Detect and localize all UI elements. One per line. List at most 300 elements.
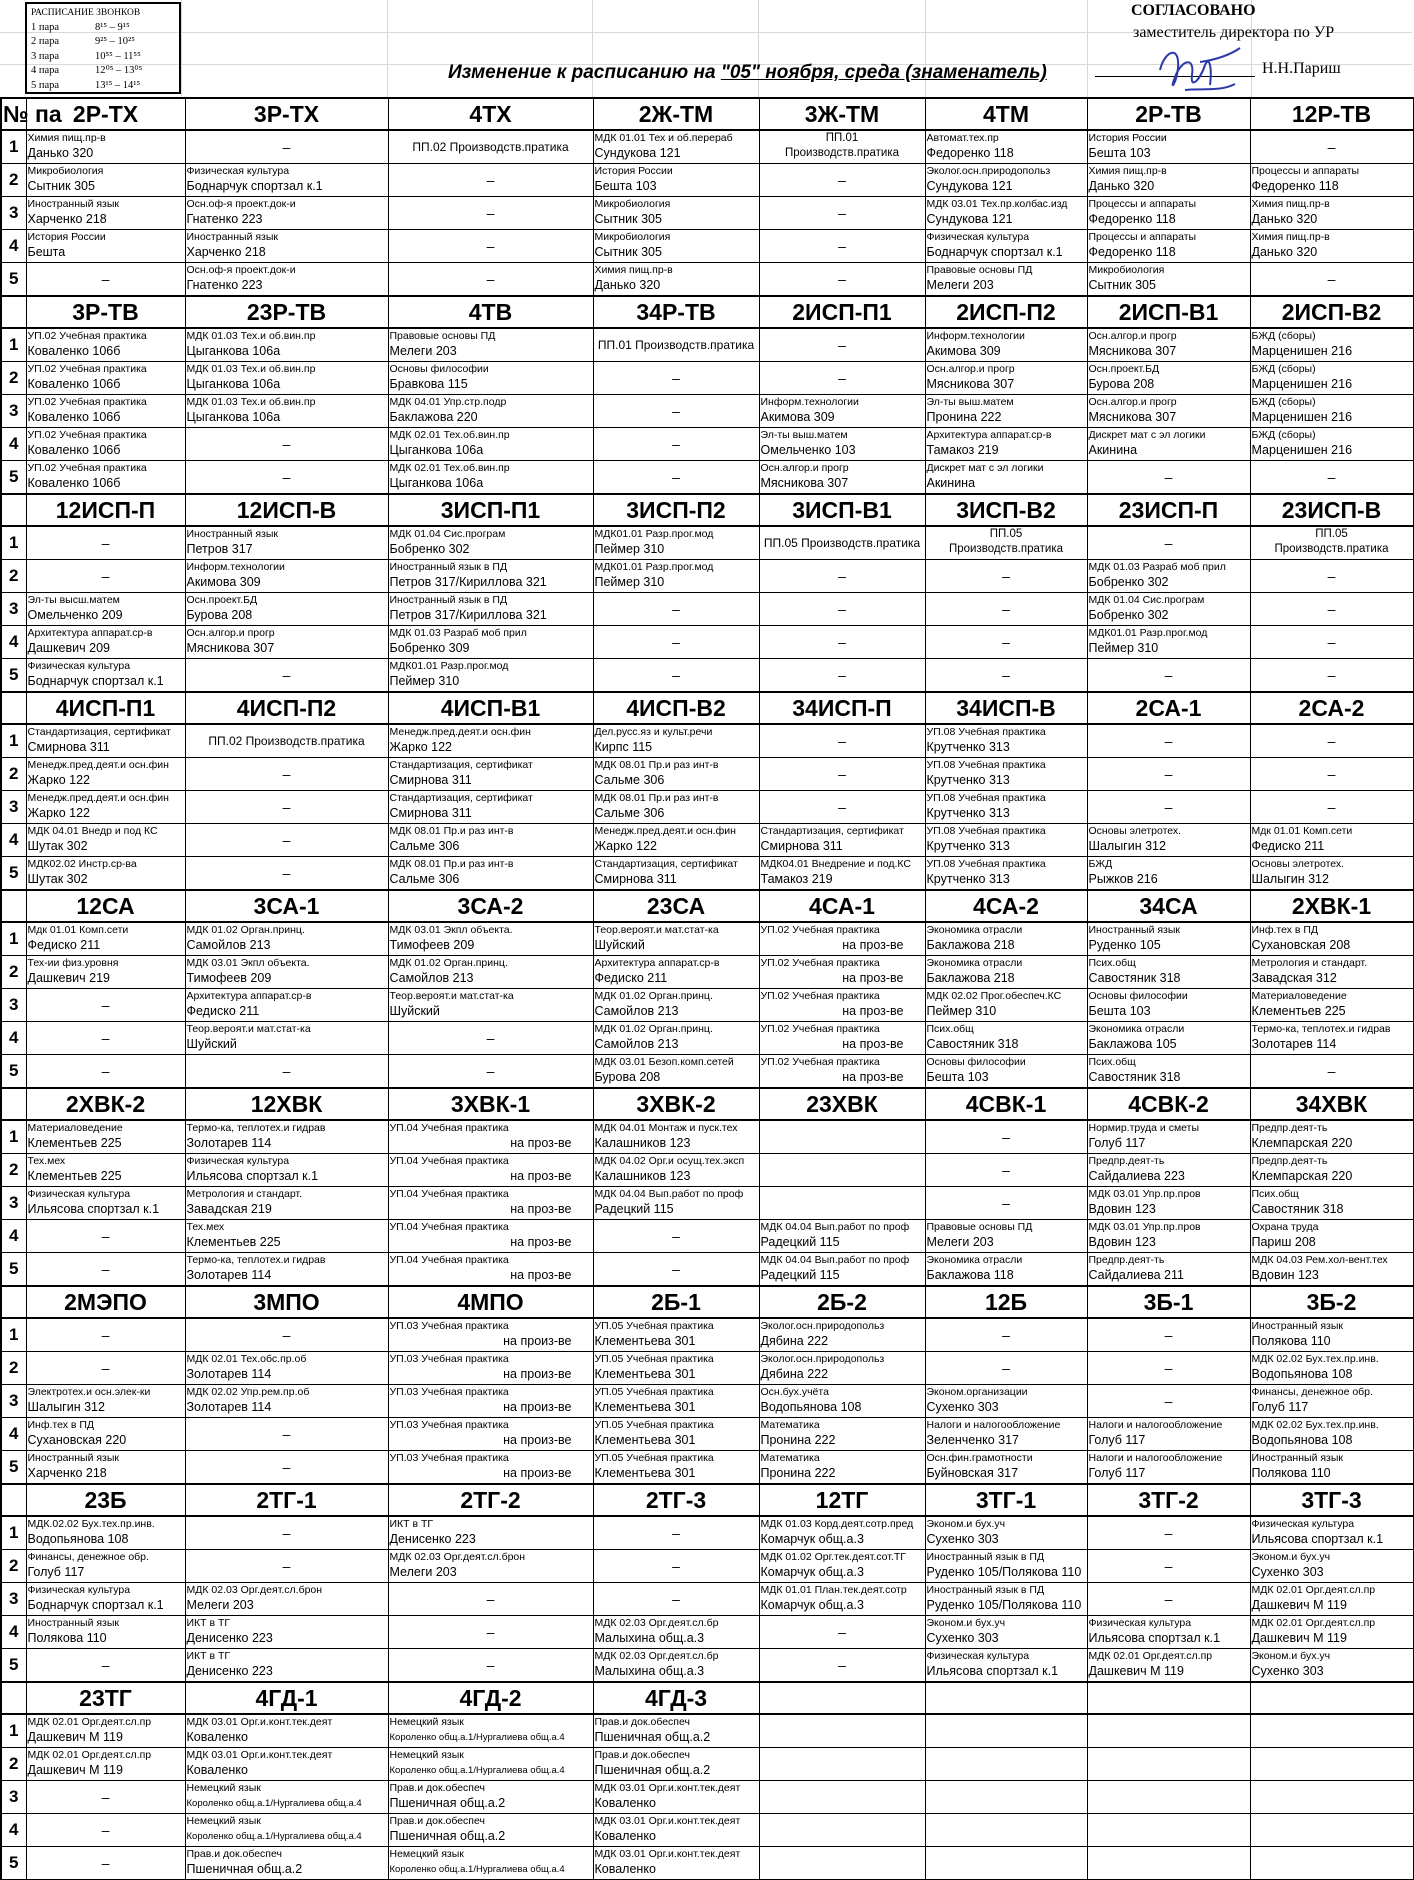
lesson-teacher-room: Калашников 123 <box>594 1136 691 1150</box>
lesson-cell <box>1250 1220 1413 1253</box>
lesson-cell <box>759 461 925 495</box>
no-lesson-dash: – <box>1164 1360 1173 1376</box>
lesson-cell <box>925 362 1087 395</box>
lesson-teacher-room: Вдовин 123 <box>1088 1202 1156 1216</box>
lesson-cell <box>26 1748 185 1781</box>
group-name: 2Б-1 <box>593 1286 759 1318</box>
lesson-cell <box>185 659 388 693</box>
pair-number: 2 <box>1 1352 26 1385</box>
lesson-cell <box>1250 1550 1413 1583</box>
lesson-subject: МДК 08.01 Пр.и раз инт-в <box>389 858 514 870</box>
lesson-cell <box>1087 1154 1250 1187</box>
no-lesson-dash: – <box>1002 1360 1010 1376</box>
lesson-teacher-room: Пшеничная общ.а.2 <box>389 1829 506 1843</box>
lesson-cell <box>388 197 593 230</box>
lesson-row <box>1 1120 1413 1154</box>
lesson-cell <box>26 1022 185 1055</box>
lesson-subject: Финансы, денежное обр. <box>1251 1386 1373 1398</box>
lesson-subject: МДК 01.02 Орган.принц. <box>594 990 713 1002</box>
group-name: 3ИСП-В2 <box>925 494 1087 526</box>
lesson-cell <box>925 956 1087 989</box>
lesson-subject: Правовые основы ПД <box>926 264 1033 276</box>
lesson-row <box>1 857 1413 891</box>
no-lesson-dash: – <box>101 1855 110 1871</box>
lesson-teacher-room: Цыганкова 106а <box>389 476 484 490</box>
lesson-cell <box>26 922 185 956</box>
lesson-cell <box>1250 428 1413 461</box>
lesson-cell <box>759 956 925 989</box>
lesson-subject: Прав.и док.обеспеч <box>389 1782 485 1794</box>
lesson-subject: Электротех.и осн.элек-ки <box>27 1386 151 1398</box>
no-lesson-dash: – <box>1002 634 1010 650</box>
lesson-cell <box>26 1451 185 1485</box>
lesson-cell <box>759 1451 925 1485</box>
lesson-teacher-room: Пронина 222 <box>926 410 1002 424</box>
group-name: 2СА-2 <box>1250 692 1413 724</box>
lesson-cell <box>1087 1516 1250 1550</box>
lesson-row <box>1 824 1413 857</box>
change-heading-suffix: среда (знаменатель) <box>839 62 1047 83</box>
lesson-teacher-room: Производств.пратика <box>784 147 900 159</box>
no-lesson-dash: – <box>672 1558 680 1574</box>
group-name: 12ТГ <box>759 1484 925 1516</box>
lesson-cell <box>593 1616 759 1649</box>
lesson-cell <box>593 328 759 362</box>
pair-number: 3 <box>1 395 26 428</box>
lesson-cell <box>759 1781 925 1814</box>
lesson-cell <box>1250 461 1413 495</box>
lesson-teacher-room: Савостяник 318 <box>926 1037 1019 1051</box>
lesson-teacher-room: Цыганкова 106а <box>186 377 281 391</box>
lesson-teacher-room: на проз-ве <box>510 1268 572 1282</box>
pair-number: 1 <box>1 526 26 560</box>
no-lesson-dash: – <box>1164 1591 1173 1607</box>
lesson-cell <box>388 1318 593 1352</box>
lesson-cell <box>1250 560 1413 593</box>
lesson-subject: Осн.оф-я проект.док-и <box>186 198 296 210</box>
lesson-cell <box>185 1714 388 1748</box>
lesson-teacher-room: Коваленко 106б <box>27 344 121 358</box>
group-name: 34СА <box>1087 890 1250 922</box>
no-lesson-dash: – <box>1002 601 1010 617</box>
lesson-subject: УП.08 Учебная практика <box>926 858 1046 870</box>
lesson-subject: МДК 02.02 Упр.рем.пр.об <box>186 1386 310 1398</box>
pair-number-header-blank <box>1 1088 26 1120</box>
lesson-cell <box>1250 989 1413 1022</box>
lesson-cell <box>388 758 593 791</box>
lesson-teacher-room: Сытник 305 <box>1088 278 1156 292</box>
lesson-teacher-room: Комарчук общ.а.3 <box>760 1598 864 1612</box>
lesson-teacher-room: Мясникова 307 <box>926 377 1015 391</box>
lesson-cell <box>1087 1220 1250 1253</box>
lesson-cell <box>388 1418 593 1451</box>
lesson-subject: УП.05 Учебная практика <box>594 1419 714 1431</box>
lesson-teacher-room: на проз-ве <box>510 1169 572 1183</box>
lesson-teacher-room: Жарко 122 <box>389 740 452 754</box>
lesson-subject: МДК 01.04 Сис.програм <box>389 528 506 540</box>
lesson-cell <box>759 758 925 791</box>
lesson-cell <box>1087 791 1250 824</box>
bell-pair: 3 пара <box>31 50 60 62</box>
group-header-row <box>1 98 1413 130</box>
no-lesson-dash: – <box>282 1327 291 1343</box>
lesson-subject: УП.02 Учебная практика <box>27 396 147 408</box>
pair-number-header: № па <box>1 98 26 130</box>
group-name: 2ТГ-2 <box>388 1484 593 1516</box>
lesson-teacher-room: Федиско 211 <box>186 1004 260 1018</box>
lesson-subject: Иностранный язык <box>27 1617 119 1629</box>
lesson-cell <box>1087 857 1250 891</box>
lesson-cell <box>593 758 759 791</box>
lesson-subject: Химия пищ.пр-в <box>27 132 106 144</box>
no-lesson-dash: – <box>1164 1525 1173 1541</box>
group-name: 3Р-ТХ <box>185 98 388 130</box>
lesson-cell <box>26 1583 185 1616</box>
lesson-cell <box>1250 1120 1413 1154</box>
lesson-cell <box>593 362 759 395</box>
lesson-cell <box>925 328 1087 362</box>
lesson-subject: МДК 03.01 Тех.пр.колбас.изд <box>926 198 1068 210</box>
bell-row <box>31 79 175 94</box>
lesson-row <box>1 758 1413 791</box>
lesson-teacher-room: Бешта 103 <box>926 1070 989 1084</box>
lesson-teacher-room: Самойлов 213 <box>186 938 271 952</box>
lesson-teacher-room: на проз-ве <box>842 1070 904 1084</box>
lesson-teacher-room: Бобренко 302 <box>389 542 470 556</box>
lesson-cell <box>925 461 1087 495</box>
lesson-teacher-room: на произ-ве <box>503 1400 572 1414</box>
lesson-cell <box>185 758 388 791</box>
lesson-teacher-room: Калашников 123 <box>594 1169 691 1183</box>
lesson-subject: Химия пищ.пр-в <box>1251 231 1330 243</box>
group-name: 4ИСП-В2 <box>593 692 759 724</box>
lesson-teacher-room: Федоренко 118 <box>1088 212 1176 226</box>
lesson-teacher-room: Петров 317 <box>186 542 253 556</box>
lesson-cell <box>1087 922 1250 956</box>
lesson-subject: Предпр.деят-ть <box>1251 1122 1328 1134</box>
lesson-cell <box>925 1649 1087 1683</box>
lesson-subject: МДК.02.02 Бух.тех.пр.инв. <box>27 1518 155 1530</box>
lesson-teacher-room: Боднарчук спортзал к.1 <box>926 245 1063 259</box>
lesson-subject: Процессы и аппараты <box>1088 231 1197 243</box>
lesson-teacher-room: Федоренко 118 <box>1088 245 1176 259</box>
no-lesson-dash: – <box>672 1525 680 1541</box>
lesson-subject: МДК 02.01 Тех.об.вин.пр <box>389 462 510 474</box>
lesson-cell <box>26 1418 185 1451</box>
no-lesson-dash: – <box>672 403 680 419</box>
lesson-cell <box>593 263 759 297</box>
lesson-cell <box>593 1451 759 1485</box>
lesson-subject: МДК 03.01 Экпл объекта. <box>186 957 310 969</box>
lesson-teacher-room: на проз-ве <box>510 1202 572 1216</box>
lesson-subject: Информ.технологии <box>760 396 859 408</box>
lesson-subject: МДК 02.03 Орг.деят.сл.брон <box>389 1551 526 1563</box>
no-lesson-dash: – <box>282 799 291 815</box>
lesson-cell <box>593 395 759 428</box>
lesson-cell <box>925 1352 1087 1385</box>
lesson-cell <box>388 1550 593 1583</box>
lesson-teacher-room: Голуб 117 <box>1088 1466 1146 1480</box>
lesson-cell <box>26 1385 185 1418</box>
lesson-subject: Правовые основы ПД <box>926 1221 1033 1233</box>
lesson-row <box>1 1814 1413 1847</box>
lesson-teacher-room: Пеймер 310 <box>389 674 460 688</box>
lesson-subject: Псих.общ <box>926 1023 974 1035</box>
lesson-cell <box>185 197 388 230</box>
lesson-subject: Физическая культура <box>926 1650 1030 1662</box>
no-lesson-dash: – <box>672 634 680 650</box>
lesson-cell <box>925 1022 1087 1055</box>
no-lesson-dash: – <box>486 205 495 221</box>
lesson-cell <box>1250 1253 1413 1287</box>
lesson-cell <box>1250 1154 1413 1187</box>
lesson-cell <box>185 263 388 297</box>
lesson-cell <box>26 989 185 1022</box>
group-name: 3МПО <box>185 1286 388 1318</box>
lesson-teacher-room: Самойлов 213 <box>389 971 474 985</box>
lesson-subject: Тех-ии физ.уровня <box>27 957 119 969</box>
group-name: 4СА-2 <box>925 890 1087 922</box>
pair-number: 4 <box>1 1814 26 1847</box>
lesson-teacher-room: Клементьева 301 <box>594 1367 696 1381</box>
lesson-subject: Финансы, денежное обр. <box>27 1551 149 1563</box>
lesson-cell <box>593 1418 759 1451</box>
pair-number: 2 <box>1 956 26 989</box>
pair-number: 3 <box>1 1583 26 1616</box>
lesson-cell <box>925 395 1087 428</box>
lesson-teacher-room: Радецкий 115 <box>594 1202 674 1216</box>
pair-number: 5 <box>1 1055 26 1089</box>
no-lesson-dash: – <box>838 172 846 188</box>
lesson-teacher-room: Шалыгин 312 <box>27 1400 105 1414</box>
lesson-teacher-room: Малыхина общ.а.3 <box>594 1664 705 1678</box>
pair-number-header-blank <box>1 1682 26 1714</box>
lesson-cell <box>1087 164 1250 197</box>
no-lesson-dash: – <box>486 1624 495 1640</box>
bell-pair: 4 пара <box>31 65 60 76</box>
no-lesson-dash: – <box>838 337 846 353</box>
lesson-subject: Стандартизация, сертификат <box>594 858 738 870</box>
lesson-teacher-room: Федиско 211 <box>27 938 101 952</box>
lesson-cell <box>593 626 759 659</box>
lesson-teacher-room: Дашкевич М 119 <box>27 1730 123 1744</box>
lesson-subject: Эл-ты высш.матем <box>27 594 120 606</box>
group-name: 2ИСП-П1 <box>759 296 925 328</box>
group-name: 3ТГ-2 <box>1087 1484 1250 1516</box>
lesson-row <box>1 593 1413 626</box>
pair-number-header-blank <box>1 494 26 526</box>
group-name: 4ТМ <box>925 98 1087 130</box>
lesson-cell <box>1250 1583 1413 1616</box>
pair-number: 3 <box>1 593 26 626</box>
lesson-subject: Дискрет мат с эл логики <box>1088 429 1206 441</box>
lesson-subject: Иностранный язык <box>1088 924 1180 936</box>
lesson-cell <box>26 593 185 626</box>
lesson-cell <box>593 1550 759 1583</box>
lesson-teacher-room: Клементьев 225 <box>1251 1004 1346 1018</box>
lesson-subject: Осн.бух.учёта <box>760 1386 829 1398</box>
no-lesson-dash: – <box>1002 1327 1010 1343</box>
lesson-cell <box>26 659 185 693</box>
lesson-cell <box>593 1649 759 1683</box>
lesson-cell <box>185 1847 388 1880</box>
lesson-row <box>1 1847 1413 1880</box>
lesson-teacher-room: Пшеничная общ.а.2 <box>594 1763 711 1777</box>
lesson-cell <box>759 130 925 164</box>
no-lesson-dash: – <box>282 865 291 881</box>
lesson-subject: Иностранный язык <box>1251 1320 1343 1332</box>
lesson-teacher-room: Цыганкова 106а <box>389 443 484 457</box>
lesson-cell <box>26 1253 185 1287</box>
group-name: 2ТГ-3 <box>593 1484 759 1516</box>
lesson-cell <box>1087 1352 1250 1385</box>
lesson-cell <box>925 593 1087 626</box>
lesson-teacher-room: Бобренко 309 <box>389 641 470 655</box>
lesson-subject: МДК 03.01 Орг.и.конт.тек.деят <box>186 1749 333 1761</box>
pair-number: 2 <box>1 1154 26 1187</box>
lesson-subject: УП.08 Учебная практика <box>926 726 1046 738</box>
no-lesson-dash: – <box>486 1063 495 1079</box>
no-lesson-dash: – <box>1002 1195 1010 1211</box>
pair-number: 1 <box>1 1714 26 1748</box>
lesson-teacher-room: Омельченко 103 <box>760 443 856 457</box>
no-lesson-dash: – <box>486 238 495 254</box>
lesson-cell <box>1250 593 1413 626</box>
lesson-cell <box>388 395 593 428</box>
lesson-cell <box>1250 1055 1413 1089</box>
lesson-cell <box>1087 1022 1250 1055</box>
bell-schedule <box>25 2 181 94</box>
lesson-teacher-room: Мясникова 307 <box>186 641 275 655</box>
lesson-cell <box>925 1220 1087 1253</box>
lesson-subject: Прав.и док.обеспеч <box>389 1815 485 1827</box>
group-name: 4ИСП-П1 <box>26 692 185 724</box>
lesson-cell <box>388 1616 593 1649</box>
lesson-cell <box>185 824 388 857</box>
lesson-cell <box>185 1220 388 1253</box>
lesson-subject: Теор.вероят.и мат.стат-ка <box>594 924 719 936</box>
no-lesson-dash: – <box>1164 733 1173 749</box>
lesson-teacher-room: Комарчук общ.а.3 <box>760 1565 864 1579</box>
pair-number-header-blank <box>1 890 26 922</box>
lesson-subject: ПП.01 Производств.пратика <box>597 338 755 352</box>
bell-schedule-title: РАСПИСАНИЕ ЗВОНКОВ <box>31 8 141 18</box>
lesson-cell <box>26 362 185 395</box>
lesson-cell <box>593 593 759 626</box>
lesson-cell <box>925 758 1087 791</box>
lesson-subject: УП.04 Учебная практика <box>389 1122 509 1134</box>
no-lesson-dash: – <box>838 568 846 584</box>
lesson-subject: МДК 01.03 Корд.деят.сотр.пред <box>760 1518 914 1530</box>
no-lesson-dash: – <box>101 1063 110 1079</box>
group-header-row <box>1 890 1413 922</box>
lesson-subject: УП.03 Учебная практика <box>389 1386 509 1398</box>
lesson-cell <box>759 989 925 1022</box>
lesson-row <box>1 1451 1413 1485</box>
lesson-cell <box>185 1055 388 1089</box>
lesson-subject: МДК01.01 Разр.прог.мод <box>594 528 714 540</box>
lesson-subject: Псих.общ <box>1088 1056 1136 1068</box>
pair-number: 1 <box>1 1318 26 1352</box>
no-lesson-dash: – <box>838 370 846 386</box>
lesson-subject: Информ.технологии <box>186 561 285 573</box>
lesson-teacher-room: Золотарев 114 <box>1251 1037 1337 1051</box>
lesson-cell <box>388 1022 593 1055</box>
lesson-cell <box>1250 956 1413 989</box>
lesson-teacher-room: Денисенко 223 <box>186 1664 273 1678</box>
no-lesson-dash: – <box>1164 1393 1173 1409</box>
lesson-subject: Архитектура аппарат.ср-в <box>926 429 1052 441</box>
no-lesson-dash: – <box>1327 667 1336 683</box>
group-name: 2Б-2 <box>759 1286 925 1318</box>
lesson-subject: УП.08 Учебная практика <box>926 792 1046 804</box>
lesson-teacher-room: Вдовин 123 <box>1088 1235 1156 1249</box>
lesson-subject: МДК 04.04 Вып.работ по проф <box>760 1221 910 1233</box>
lesson-cell <box>26 724 185 758</box>
lesson-cell <box>388 1516 593 1550</box>
lesson-subject: Метрология и стандарт. <box>1251 957 1367 969</box>
lesson-subject: БЖД (сборы) <box>1251 363 1316 375</box>
lesson-teacher-room: Акимова 309 <box>760 410 835 424</box>
lesson-teacher-room: Акимова 309 <box>186 575 261 589</box>
lesson-teacher-room: Мелеги 203 <box>389 344 457 358</box>
lesson-cell <box>388 724 593 758</box>
lesson-teacher-room: Производств.пратика <box>1274 543 1389 555</box>
lesson-subject: Архитектура аппарат.ср-в <box>186 990 312 1002</box>
lesson-subject: Материаловедение <box>27 1122 123 1134</box>
group-header-row <box>1 1088 1413 1120</box>
lesson-subject: УП.02 Учебная практика <box>760 990 880 1002</box>
lesson-subject: МДК 01.04 Сис.програм <box>1088 594 1205 606</box>
lesson-teacher-room: Бешта 103 <box>594 179 657 193</box>
lesson-teacher-room: Савостяник 318 <box>1088 971 1181 985</box>
lesson-subject: БЖД (сборы) <box>1251 330 1316 342</box>
pair-number: 2 <box>1 1748 26 1781</box>
lesson-subject: МДК 01.03 Тех.и об.вин.пр <box>186 330 316 342</box>
lesson-cell <box>1250 791 1413 824</box>
lesson-cell <box>185 1550 388 1583</box>
lesson-cell <box>925 1748 1087 1781</box>
lesson-cell <box>925 263 1087 297</box>
no-lesson-dash: – <box>486 1591 495 1607</box>
lesson-subject: Иностранный язык <box>27 1452 119 1464</box>
lesson-cell <box>1250 526 1413 560</box>
lesson-row <box>1 1352 1413 1385</box>
lesson-subject: МДК 04.01 Упр.стр.подр <box>389 396 507 408</box>
lesson-cell <box>925 1781 1087 1814</box>
lesson-subject: Микробиология <box>594 198 671 210</box>
lesson-row <box>1 1714 1413 1748</box>
lesson-cell <box>1087 1714 1250 1748</box>
lesson-subject: Осн.алгор.и прогр <box>186 627 275 639</box>
no-lesson-dash: – <box>1164 1327 1173 1343</box>
lesson-subject: Иностранный язык в ПД <box>389 594 508 606</box>
lesson-cell <box>26 328 185 362</box>
no-lesson-dash: – <box>101 1030 110 1046</box>
lesson-row <box>1 1318 1413 1352</box>
lesson-subject: МДК 01.03 Разраб моб прил <box>389 627 527 639</box>
lesson-teacher-room: Бурова 208 <box>594 1070 661 1084</box>
lesson-row <box>1 230 1413 263</box>
lesson-teacher-room: на проз-ве <box>842 938 904 952</box>
lesson-subject: Иностранный язык в ПД <box>926 1584 1045 1596</box>
lesson-cell <box>388 824 593 857</box>
lesson-subject: Инф.тех в ПД <box>27 1419 95 1431</box>
lesson-teacher-room: Зеленченко 317 <box>926 1433 1019 1447</box>
lesson-cell <box>26 1220 185 1253</box>
group-name: 4СВК-1 <box>925 1088 1087 1120</box>
group-name: 3ИСП-В1 <box>759 494 925 526</box>
